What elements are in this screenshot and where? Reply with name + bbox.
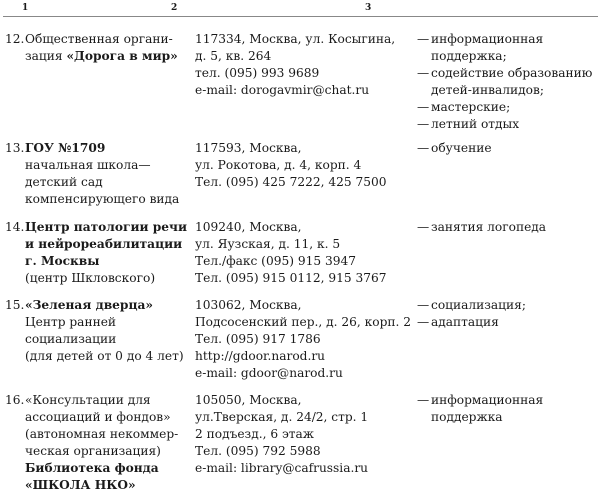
service-item: — мастерские; [418, 99, 600, 116]
address-line: ул. Рокотова, д. 4, корп. 4 [195, 158, 362, 172]
contacts-cell [195, 140, 410, 191]
contacts-cell [195, 219, 410, 287]
organization-name-line: (автономная некоммер- [25, 427, 179, 441]
phone-line: тел. (095) 993 9689 [195, 66, 320, 80]
address-line: 117334, Москва, ул. Косыгина, [195, 32, 396, 46]
organization-name-line: начальная школа— [25, 158, 151, 172]
contacts-cell [195, 31, 410, 99]
service-item: — адаптация [418, 314, 600, 331]
organization-name-line: Библиотека фонда [25, 461, 159, 475]
service-item: — обучение [418, 140, 600, 157]
address-line: ул.Тверская, д. 24/2, стр. 1 [195, 410, 369, 424]
address-line: 117593, Москва, [195, 141, 302, 155]
services-cell [418, 140, 600, 157]
column-header-3: 3 [365, 3, 372, 13]
column-header-2: 2 [171, 3, 178, 13]
email-line: e-mail: dorogavmir@chat.ru [195, 83, 370, 97]
address-line: д. 5, кв. 264 [195, 49, 272, 63]
organization-name-line: (для детей от 0 до 4 лет) [25, 349, 184, 363]
services-cell [418, 219, 600, 236]
service-item: — содействие образованию [418, 65, 600, 82]
organization-name-line [25, 48, 195, 65]
service-item: — занятия логопеда [418, 219, 600, 236]
organization-name-line: ческая организация) [25, 444, 161, 458]
website-link: http://gdoor.narod.ru [195, 349, 326, 363]
phone-line: Тел. (095) 792 5988 [195, 444, 321, 458]
service-item: — информационная [418, 392, 600, 409]
organization-name-line: ГОУ №1709 [25, 141, 106, 155]
service-item-cont: поддержка; [431, 49, 507, 63]
row-number: 12. [5, 32, 25, 46]
row-number: 14. [5, 220, 25, 234]
phone-line: Тел. (095) 425 7222, 425 7500 [195, 175, 387, 189]
service-item: — летний отдых [418, 116, 600, 133]
address-line: 109240, Москва, [195, 220, 302, 234]
service-item: — социализация; [418, 297, 600, 314]
organization-name-line: (центр Шкловского) [25, 271, 156, 285]
table-header [3, 0, 598, 17]
contacts-cell [195, 392, 410, 477]
organization-name-line: Центр ранней [25, 315, 117, 329]
address-line: 103062, Москва, [195, 298, 302, 312]
organization-name-plain: зация [25, 49, 67, 63]
services-cell [418, 297, 600, 331]
organization-name-line: г. Москвы [25, 254, 100, 268]
row-number: 16. [5, 393, 25, 407]
organization-name-line: детский сад [25, 175, 103, 189]
phone-line: Тел. (095) 915 0112, 915 3767 [195, 271, 387, 285]
organization-name-bold: «Дорога в мир» [66, 49, 178, 63]
email-line: e-mail: gdoor@narod.ru [195, 366, 343, 380]
service-item-cont: детей-инвалидов; [431, 83, 544, 97]
organization-name-line: Центр патологии речи [25, 220, 188, 234]
row-number: 15. [5, 298, 25, 312]
organization-name-line: Общественная органи- [25, 32, 173, 46]
services-cell [418, 392, 600, 426]
email-line: e-mail: library@cafrussia.ru [195, 461, 369, 475]
organization-name-line: компенсирующего вида [25, 192, 180, 206]
phone-line: Тел. (095) 917 1786 [195, 332, 321, 346]
organization-name-line: ассоциаций и фондов» [25, 410, 171, 424]
organization-name-line: и нейрореабилитации [25, 237, 183, 251]
column-header-1: 1 [22, 3, 29, 13]
fax-line: Тел./факс (095) 915 3947 [195, 254, 356, 268]
organization-name-line: «ШКОЛА НКО» [25, 478, 136, 492]
address-line: ул. Яузская, д. 11, к. 5 [195, 237, 341, 251]
row-number: 13. [5, 141, 25, 155]
contacts-cell [195, 297, 410, 382]
organization-name-line: «Консультации для [25, 393, 151, 407]
organization-name-line: социализации [25, 332, 117, 346]
service-item-cont: поддержка [431, 410, 503, 424]
organization-name-line: «Зеленая дверца» [25, 298, 153, 312]
services-cell [418, 31, 600, 133]
address-line: 2 подъезд., 6 этаж [195, 427, 315, 441]
address-line: 105050, Москва, [195, 393, 302, 407]
service-item: — информационная [418, 31, 600, 48]
address-line: Подсосенский пер., д. 26, корп. 2 [195, 315, 412, 329]
